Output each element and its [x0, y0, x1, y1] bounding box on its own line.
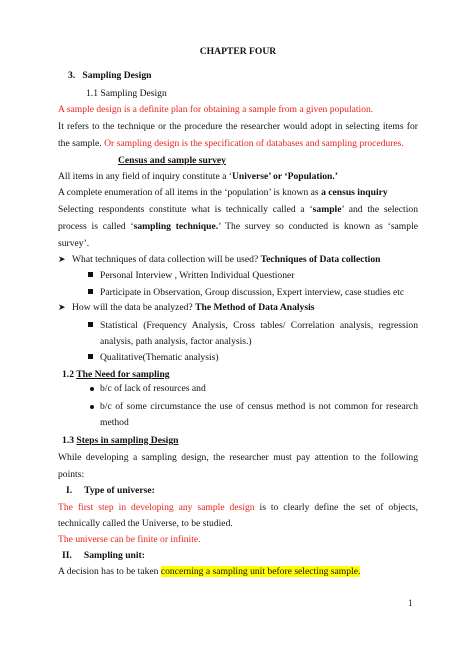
sample-term: sample — [312, 204, 342, 215]
question-data-collection — [72, 254, 432, 266]
question-data-analysis — [72, 302, 432, 314]
paragraph-line: points: — [58, 469, 85, 480]
section-number: 1.2 — [62, 369, 77, 380]
paragraph-line: It refers to the technique or the procedure the researcher would adopt in selecting items for — [58, 121, 418, 132]
list-item: Participate in Observation, Group discussion, Expert interview, case studies etc — [100, 287, 405, 298]
need-heading — [62, 369, 422, 381]
section-heading — [68, 70, 428, 82]
section-number: 3. — [68, 70, 76, 81]
census-inquiry-line — [58, 187, 418, 199]
text-span: ’ The survey so conducted is known as ‘sample — [218, 221, 418, 232]
step-sampling-unit — [62, 550, 422, 562]
highlighted-text: concerning a sampling unit before selecting sample. — [160, 566, 361, 577]
bullet-dot-icon — [90, 387, 94, 391]
square-bullet-icon — [88, 289, 93, 294]
census-inquiry-term: a census inquiry — [321, 187, 388, 198]
list-item: Statistical (Frequency Analysis, Cross tables/ Correlation analysis, regression — [100, 320, 418, 331]
text-span: A decision has to be taken — [58, 566, 161, 577]
universe-line — [58, 171, 418, 183]
definition-sample-design: A sample design is a definite plan for obtaining a sample from a given population. — [58, 104, 374, 115]
list-item: Personal Interview , Written Individual Questioner — [100, 270, 295, 281]
square-bullet-icon — [88, 272, 93, 277]
sampling-technique-term: sampling technique. — [133, 221, 219, 232]
text-span: is to clearly define the set of objects, — [254, 502, 419, 513]
list-item: b/c of some circumstance the use of census method is not common for research — [100, 401, 418, 412]
list-item-continuation: analysis, path analysis, factor analysis.) — [100, 336, 252, 347]
question-answer-bold: Techniques of Data collection — [260, 254, 381, 265]
text-span: ’ and the selection — [341, 204, 418, 215]
universe-term: Universe’ or ‘Population.’ — [232, 171, 338, 182]
list-item: Qualitative(Thematic analysis) — [100, 352, 219, 363]
text-span: process is called ‘ — [58, 221, 134, 232]
sample-line-1 — [58, 204, 418, 216]
section-number: 1.3 — [62, 435, 77, 446]
paragraph-line — [58, 138, 418, 150]
arrow-bullet-icon: ➤ — [58, 302, 66, 312]
arrow-bullet-icon: ➤ — [58, 254, 66, 264]
square-bullet-icon — [88, 354, 93, 359]
question-answer-bold: The Method of Data Analysis — [195, 302, 315, 313]
universe-line-1 — [58, 502, 418, 514]
definition-sampling-design: Or sampling design is the specification of databases and sampling procedures. — [104, 138, 404, 149]
text-span: What techniques of data collection will be used? — [72, 254, 261, 265]
sample-line-3: survey’. — [58, 238, 90, 249]
universe-finite-infinite: The universe can be finite or infinite. — [58, 534, 201, 545]
step-number: II. — [62, 550, 72, 561]
step-title: Type of universe: — [84, 485, 155, 496]
sampling-unit-line — [58, 566, 418, 578]
section-title: The Need for sampling — [76, 369, 170, 380]
section-title: Sampling Design — [82, 70, 152, 81]
text-span: All items in any field of inquiry constitute a ‘ — [58, 171, 232, 182]
subsection-heading: 1.1 Sampling Design — [86, 88, 167, 99]
step-title: Sampling unit: — [83, 550, 145, 561]
steps-heading — [62, 435, 422, 447]
census-heading: Census and sample survey — [118, 155, 226, 166]
step-type-of-universe — [66, 485, 426, 497]
list-item-continuation: method — [100, 417, 129, 428]
text-span: the sample. — [58, 138, 105, 149]
text-span: Selecting respondents constitute what is technically called a ‘ — [58, 204, 313, 215]
text-span: A complete enumeration of all items in the ‘population’ is known as — [58, 187, 322, 198]
text-span: How will the data be analyzed? — [72, 302, 196, 313]
chapter-title: CHAPTER FOUR — [199, 46, 277, 57]
paragraph-line: While developing a sampling design, the researcher must pay attention to the following — [58, 452, 418, 463]
square-bullet-icon — [88, 322, 93, 327]
universe-line-2: technically called the Universe, to be studied. — [58, 518, 233, 529]
bullet-dot-icon — [90, 405, 94, 409]
section-title: Steps in sampling Design — [76, 435, 179, 446]
step-number: I. — [66, 485, 73, 496]
list-item: b/c of lack of resources and — [100, 383, 206, 394]
page-number: 1 — [408, 598, 413, 608]
sample-line-2 — [58, 221, 418, 233]
definition-first-step: The first step in developing any sample design — [58, 502, 255, 513]
